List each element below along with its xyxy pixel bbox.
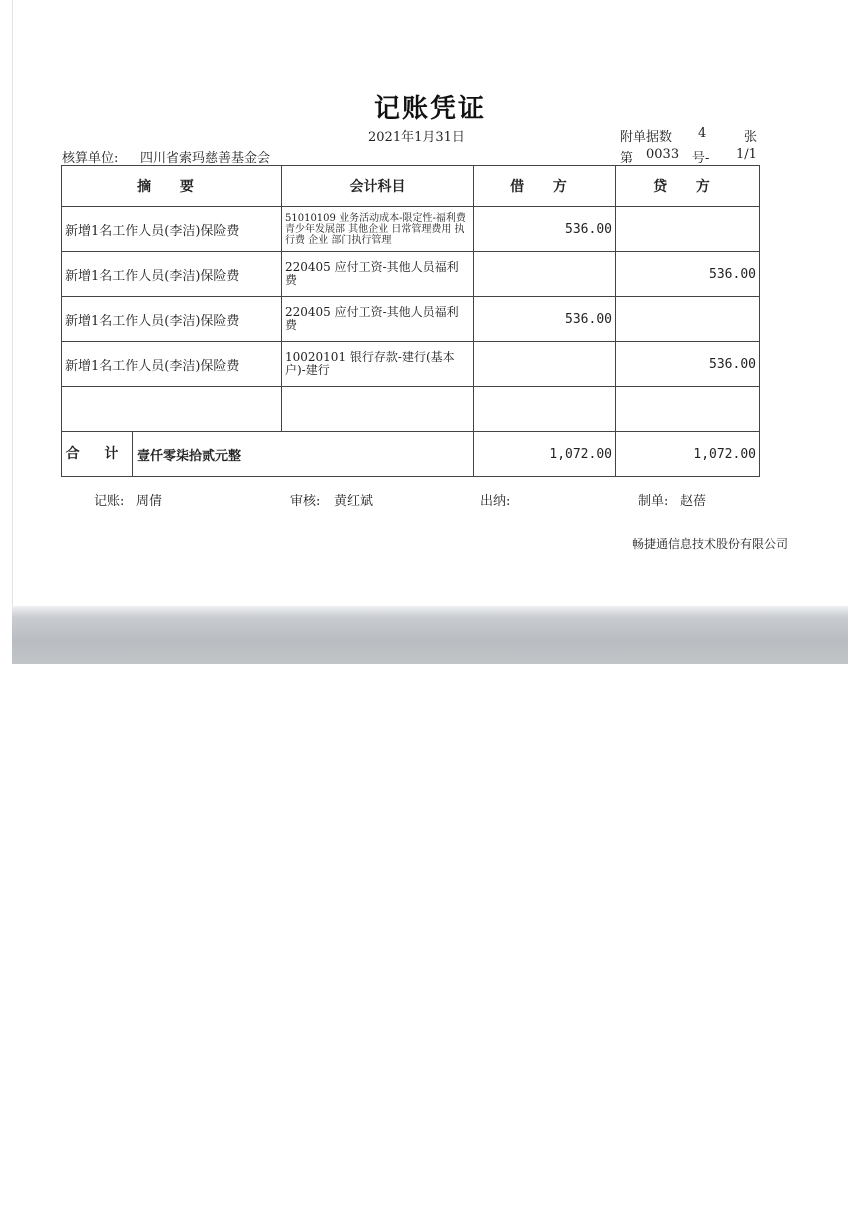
row-summary	[62, 387, 282, 432]
row-credit: 536.00	[616, 342, 760, 387]
table-row	[62, 297, 760, 342]
attachments-count: 4	[698, 126, 707, 141]
total-row	[62, 432, 760, 477]
reviewer-label: 审核:	[290, 494, 321, 509]
table-header	[62, 166, 760, 207]
row-summary: 新增1名工作人员(李洁)保险费	[62, 297, 282, 342]
cashier-label: 出纳:	[480, 494, 511, 509]
preparer-label: 制单:	[638, 494, 669, 509]
table-row	[62, 207, 760, 252]
voucher-number-prefix: 第	[620, 151, 634, 166]
bookkeeper-label: 记账:	[94, 494, 125, 509]
row-credit	[616, 207, 760, 252]
total-label: 合 计	[62, 432, 133, 476]
reviewer-name: 黄红斌	[334, 494, 374, 509]
preparer-name: 赵蓓	[680, 494, 707, 509]
footer-company: 畅捷通信息技术股份有限公司	[632, 537, 789, 551]
row-summary: 新增1名工作人员(李洁)保险费	[62, 342, 282, 387]
row-summary: 新增1名工作人员(李洁)保险费	[62, 252, 282, 297]
row-credit: 536.00	[616, 252, 760, 297]
table-row	[62, 252, 760, 297]
row-debit: 536.00	[474, 297, 616, 342]
voucher-number-suffix: 号-	[692, 151, 710, 166]
scan-shadow	[12, 606, 848, 664]
row-credit	[616, 387, 760, 432]
unit-name: 四川省索玛慈善基金会	[140, 151, 271, 166]
header-debit: 借 方	[474, 166, 616, 207]
row-account: 51010109 业务活动成本-限定性-福利费 青少年发展部 其他企业 日常管理费用 执行费 企业 部门执行管理	[282, 207, 474, 252]
unit-label: 核算单位:	[62, 151, 119, 166]
row-account	[282, 387, 474, 432]
row-summary: 新增1名工作人员(李洁)保险费	[62, 207, 282, 252]
row-debit	[474, 387, 616, 432]
header-summary: 摘 要	[62, 166, 282, 207]
row-debit	[474, 342, 616, 387]
header-credit: 贷 方	[616, 166, 760, 207]
voucher-title: 记账凭证	[373, 94, 486, 124]
total-cell	[62, 432, 474, 477]
bookkeeper-name: 周倩	[136, 494, 163, 509]
voucher-page: 1/1	[736, 147, 757, 162]
row-credit	[616, 297, 760, 342]
row-account: 220405 应付工资-其他人员福利费	[282, 252, 474, 297]
voucher-number: 0033	[646, 147, 680, 162]
total-debit: 1,072.00	[474, 432, 616, 477]
row-account: 220405 应付工资-其他人员福利费	[282, 297, 474, 342]
voucher-table	[61, 165, 760, 477]
table-row-empty	[62, 387, 760, 432]
table-row	[62, 342, 760, 387]
row-debit: 536.00	[474, 207, 616, 252]
row-account: 10020101 银行存款-建行(基本户)-建行	[282, 342, 474, 387]
voucher-date: 2021年1月31日	[368, 130, 465, 145]
attachments-unit: 张	[744, 130, 758, 145]
attachments-label: 附单据数	[620, 130, 673, 145]
header-account: 会计科目	[282, 166, 474, 207]
row-debit	[474, 252, 616, 297]
total-credit: 1,072.00	[616, 432, 760, 477]
total-amount-words: 壹仟零柒拾贰元整	[137, 448, 242, 464]
